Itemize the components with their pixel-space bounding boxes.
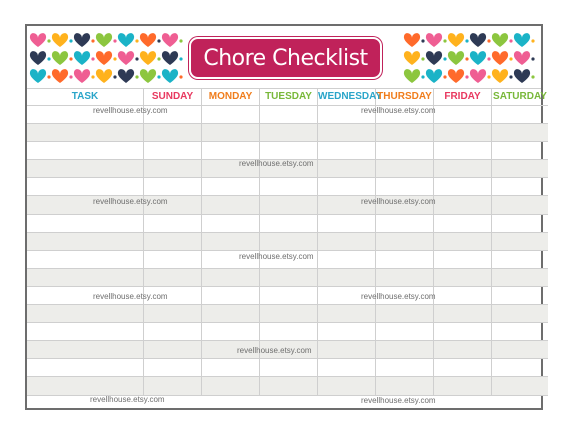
- check-cell-tuesday[interactable]: [260, 305, 318, 323]
- check-cell-tuesday[interactable]: [260, 359, 318, 377]
- dot-decoration: [179, 39, 182, 42]
- dot-decoration: [509, 75, 512, 78]
- task-cell[interactable]: [27, 341, 144, 359]
- check-cell-saturday[interactable]: [492, 124, 549, 142]
- check-cell-sunday[interactable]: [144, 377, 202, 395]
- check-cell-thursday[interactable]: [376, 323, 434, 341]
- heart-icon: [492, 69, 508, 83]
- table-row: [27, 377, 548, 395]
- task-cell[interactable]: [27, 359, 144, 377]
- watermark-text: revellhouse.etsy.com: [361, 197, 436, 206]
- heart-icon: [96, 69, 112, 83]
- heart-icon: [426, 69, 442, 83]
- check-cell-tuesday[interactable]: [260, 142, 318, 160]
- check-cell-saturday[interactable]: [492, 359, 549, 377]
- dot-decoration: [47, 39, 50, 42]
- check-cell-tuesday[interactable]: [260, 377, 318, 395]
- dot-decoration: [465, 39, 468, 42]
- check-cell-tuesday[interactable]: [260, 214, 318, 232]
- heart-icon: [448, 69, 464, 83]
- check-cell-saturday[interactable]: [492, 106, 549, 124]
- task-cell[interactable]: [27, 250, 144, 268]
- dot-decoration: [421, 57, 424, 60]
- dot-decoration: [179, 57, 182, 60]
- dot-decoration: [531, 39, 534, 42]
- check-cell-monday[interactable]: [202, 377, 260, 395]
- check-cell-friday[interactable]: [434, 268, 492, 286]
- watermark-text: revellhouse.etsy.com: [93, 292, 168, 301]
- check-cell-thursday[interactable]: [376, 341, 434, 359]
- heart-icon: [514, 51, 530, 65]
- dot-decoration: [91, 39, 94, 42]
- check-cell-friday[interactable]: [434, 250, 492, 268]
- heart-icon: [30, 51, 46, 65]
- heart-icon: [30, 33, 46, 47]
- column-header-friday: FRIDAY: [434, 88, 492, 106]
- dot-decoration: [443, 57, 446, 60]
- check-cell-saturday[interactable]: [492, 341, 549, 359]
- watermark-text: revellhouse.etsy.com: [361, 292, 436, 301]
- task-cell[interactable]: [27, 377, 144, 395]
- dot-decoration: [91, 75, 94, 78]
- check-cell-friday[interactable]: [434, 124, 492, 142]
- check-cell-saturday[interactable]: [492, 286, 549, 304]
- dot-decoration: [113, 57, 116, 60]
- title-badge: [189, 37, 382, 79]
- check-cell-saturday[interactable]: [492, 377, 549, 395]
- check-cell-wednesday[interactable]: [318, 359, 376, 377]
- check-cell-thursday[interactable]: [376, 359, 434, 377]
- dot-decoration: [69, 75, 72, 78]
- table-row: [27, 323, 548, 341]
- check-cell-saturday[interactable]: [492, 250, 549, 268]
- dot-decoration: [509, 57, 512, 60]
- task-cell[interactable]: [27, 160, 144, 178]
- check-cell-tuesday[interactable]: [260, 124, 318, 142]
- check-cell-wednesday[interactable]: [318, 305, 376, 323]
- heart-icon: [492, 33, 508, 47]
- heart-icon: [74, 51, 90, 65]
- check-cell-wednesday[interactable]: [318, 250, 376, 268]
- column-header-sunday: SUNDAY: [144, 88, 202, 106]
- check-cell-monday[interactable]: [202, 142, 260, 160]
- dot-decoration: [421, 75, 424, 78]
- heart-icon: [162, 69, 178, 83]
- watermark-text: revellhouse.etsy.com: [239, 252, 314, 261]
- dot-decoration: [443, 39, 446, 42]
- check-cell-saturday[interactable]: [492, 178, 549, 196]
- dot-decoration: [531, 75, 534, 78]
- table-row: [27, 142, 548, 160]
- heart-icon: [426, 51, 442, 65]
- heart-icon: [52, 69, 68, 83]
- task-cell[interactable]: [27, 323, 144, 341]
- check-cell-saturday[interactable]: [492, 268, 549, 286]
- check-cell-monday[interactable]: [202, 286, 260, 304]
- check-cell-friday[interactable]: [434, 286, 492, 304]
- check-cell-thursday[interactable]: [376, 232, 434, 250]
- check-cell-wednesday[interactable]: [318, 160, 376, 178]
- check-cell-friday[interactable]: [434, 106, 492, 124]
- check-cell-friday[interactable]: [434, 323, 492, 341]
- check-cell-saturday[interactable]: [492, 232, 549, 250]
- heart-icon: [140, 69, 156, 83]
- check-cell-wednesday[interactable]: [318, 232, 376, 250]
- check-cell-sunday[interactable]: [144, 214, 202, 232]
- heart-icon: [426, 33, 442, 47]
- heart-icon: [492, 51, 508, 65]
- check-cell-tuesday[interactable]: [260, 268, 318, 286]
- column-header-tuesday: TUESDAY: [260, 88, 318, 106]
- check-cell-monday[interactable]: [202, 196, 260, 214]
- check-cell-wednesday[interactable]: [318, 268, 376, 286]
- heart-icon: [470, 33, 486, 47]
- dot-decoration: [135, 39, 138, 42]
- check-cell-thursday[interactable]: [376, 214, 434, 232]
- check-cell-tuesday[interactable]: [260, 286, 318, 304]
- check-cell-wednesday[interactable]: [318, 142, 376, 160]
- check-cell-wednesday[interactable]: [318, 214, 376, 232]
- table-row: [27, 178, 548, 196]
- check-cell-friday[interactable]: [434, 142, 492, 160]
- dot-decoration: [487, 39, 490, 42]
- heart-icon: [118, 69, 134, 83]
- check-cell-sunday[interactable]: [144, 160, 202, 178]
- check-cell-monday[interactable]: [202, 359, 260, 377]
- check-cell-friday[interactable]: [434, 341, 492, 359]
- watermark-text: revellhouse.etsy.com: [93, 197, 168, 206]
- heart-icon: [404, 51, 420, 65]
- hearts-banner: [27, 26, 541, 89]
- check-cell-sunday[interactable]: [144, 305, 202, 323]
- task-cell[interactable]: [27, 178, 144, 196]
- column-header-thursday: THURSDAY: [376, 88, 434, 106]
- table-row: [27, 359, 548, 377]
- dot-decoration: [487, 75, 490, 78]
- check-cell-monday[interactable]: [202, 268, 260, 286]
- task-cell[interactable]: [27, 268, 144, 286]
- check-cell-friday[interactable]: [434, 160, 492, 178]
- table-row: [27, 214, 548, 232]
- check-cell-wednesday[interactable]: [318, 178, 376, 196]
- heart-icon: [162, 33, 178, 47]
- heart-icon: [514, 33, 530, 47]
- check-cell-saturday[interactable]: [492, 214, 549, 232]
- task-cell[interactable]: [27, 124, 144, 142]
- check-cell-friday[interactable]: [434, 232, 492, 250]
- dot-decoration: [113, 75, 116, 78]
- dot-decoration: [465, 75, 468, 78]
- check-cell-saturday[interactable]: [492, 142, 549, 160]
- heart-icon: [470, 51, 486, 65]
- check-cell-thursday[interactable]: [376, 377, 434, 395]
- check-cell-monday[interactable]: [202, 323, 260, 341]
- watermark-text: revellhouse.etsy.com: [361, 396, 436, 405]
- check-cell-wednesday[interactable]: [318, 341, 376, 359]
- dot-decoration: [135, 57, 138, 60]
- dot-decoration: [443, 75, 446, 78]
- task-cell[interactable]: [27, 142, 144, 160]
- column-header-monday: MONDAY: [202, 88, 260, 106]
- watermark-text: revellhouse.etsy.com: [237, 346, 312, 355]
- watermark-text: revellhouse.etsy.com: [239, 159, 314, 168]
- check-cell-friday[interactable]: [434, 359, 492, 377]
- heart-icon: [448, 51, 464, 65]
- check-cell-tuesday[interactable]: [260, 178, 318, 196]
- column-header-task: TASK: [27, 88, 144, 106]
- check-cell-wednesday[interactable]: [318, 377, 376, 395]
- check-cell-wednesday[interactable]: [318, 124, 376, 142]
- dot-decoration: [113, 39, 116, 42]
- dot-decoration: [487, 57, 490, 60]
- heart-icon: [96, 51, 112, 65]
- check-cell-sunday[interactable]: [144, 359, 202, 377]
- dot-decoration: [91, 57, 94, 60]
- header-row: [27, 88, 548, 106]
- table-row: [27, 232, 548, 250]
- check-cell-thursday[interactable]: [376, 142, 434, 160]
- check-cell-saturday[interactable]: [492, 196, 549, 214]
- heart-icon: [96, 33, 112, 47]
- check-cell-thursday[interactable]: [376, 305, 434, 323]
- check-cell-friday[interactable]: [434, 178, 492, 196]
- check-cell-monday[interactable]: [202, 106, 260, 124]
- dot-decoration: [157, 75, 160, 78]
- check-cell-friday[interactable]: [434, 305, 492, 323]
- check-cell-thursday[interactable]: [376, 250, 434, 268]
- check-cell-sunday[interactable]: [144, 178, 202, 196]
- heart-icon: [52, 51, 68, 65]
- check-cell-sunday[interactable]: [144, 250, 202, 268]
- dot-decoration: [47, 75, 50, 78]
- heart-icon: [52, 33, 68, 47]
- check-cell-saturday[interactable]: [492, 160, 549, 178]
- heart-icon: [74, 69, 90, 83]
- check-cell-thursday[interactable]: [376, 124, 434, 142]
- dot-decoration: [157, 57, 160, 60]
- dot-decoration: [157, 39, 160, 42]
- dot-decoration: [47, 57, 50, 60]
- task-cell[interactable]: [27, 232, 144, 250]
- check-cell-saturday[interactable]: [492, 323, 549, 341]
- check-cell-thursday[interactable]: [376, 268, 434, 286]
- heart-icon: [470, 69, 486, 83]
- check-cell-monday[interactable]: [202, 305, 260, 323]
- task-cell[interactable]: [27, 214, 144, 232]
- check-cell-sunday[interactable]: [144, 232, 202, 250]
- check-cell-thursday[interactable]: [376, 160, 434, 178]
- page-title: Chore Checklist: [203, 45, 368, 71]
- dot-decoration: [531, 57, 534, 60]
- check-cell-sunday[interactable]: [144, 323, 202, 341]
- dot-decoration: [69, 39, 72, 42]
- check-cell-monday[interactable]: [202, 214, 260, 232]
- check-cell-friday[interactable]: [434, 214, 492, 232]
- dot-decoration: [69, 57, 72, 60]
- check-cell-sunday[interactable]: [144, 124, 202, 142]
- heart-icon: [404, 33, 420, 47]
- dot-decoration: [421, 39, 424, 42]
- watermark-text: revellhouse.etsy.com: [93, 106, 168, 115]
- check-cell-monday[interactable]: [202, 178, 260, 196]
- heart-icon: [74, 33, 90, 47]
- check-cell-sunday[interactable]: [144, 268, 202, 286]
- heart-icon: [162, 51, 178, 65]
- check-cell-monday[interactable]: [202, 232, 260, 250]
- heart-icon: [30, 69, 46, 83]
- heart-icon: [140, 51, 156, 65]
- dot-decoration: [135, 75, 138, 78]
- dot-decoration: [465, 57, 468, 60]
- table-row: [27, 268, 548, 286]
- dot-decoration: [509, 39, 512, 42]
- heart-icon: [118, 51, 134, 65]
- heart-icon: [118, 33, 134, 47]
- watermark-text: revellhouse.etsy.com: [90, 395, 165, 404]
- chore-checklist-sheet: [25, 24, 547, 410]
- column-header-wednesday: WEDNESDAY: [318, 88, 376, 106]
- check-cell-tuesday[interactable]: [260, 232, 318, 250]
- check-cell-tuesday[interactable]: [260, 323, 318, 341]
- check-cell-tuesday[interactable]: [260, 196, 318, 214]
- check-cell-sunday[interactable]: [144, 341, 202, 359]
- heart-icon: [140, 33, 156, 47]
- check-cell-wednesday[interactable]: [318, 323, 376, 341]
- heart-icon: [448, 33, 464, 47]
- check-cell-thursday[interactable]: [376, 178, 434, 196]
- check-cell-saturday[interactable]: [492, 305, 549, 323]
- column-header-saturday: SATURDAY: [492, 88, 549, 106]
- check-cell-friday[interactable]: [434, 377, 492, 395]
- heart-icon: [404, 69, 420, 83]
- heart-icon: [514, 69, 530, 83]
- table-row: [27, 124, 548, 142]
- check-cell-monday[interactable]: [202, 124, 260, 142]
- table-row: [27, 305, 548, 323]
- check-cell-friday[interactable]: [434, 196, 492, 214]
- check-cell-sunday[interactable]: [144, 142, 202, 160]
- watermark-text: revellhouse.etsy.com: [361, 106, 436, 115]
- task-cell[interactable]: [27, 305, 144, 323]
- dot-decoration: [179, 75, 182, 78]
- check-cell-tuesday[interactable]: [260, 106, 318, 124]
